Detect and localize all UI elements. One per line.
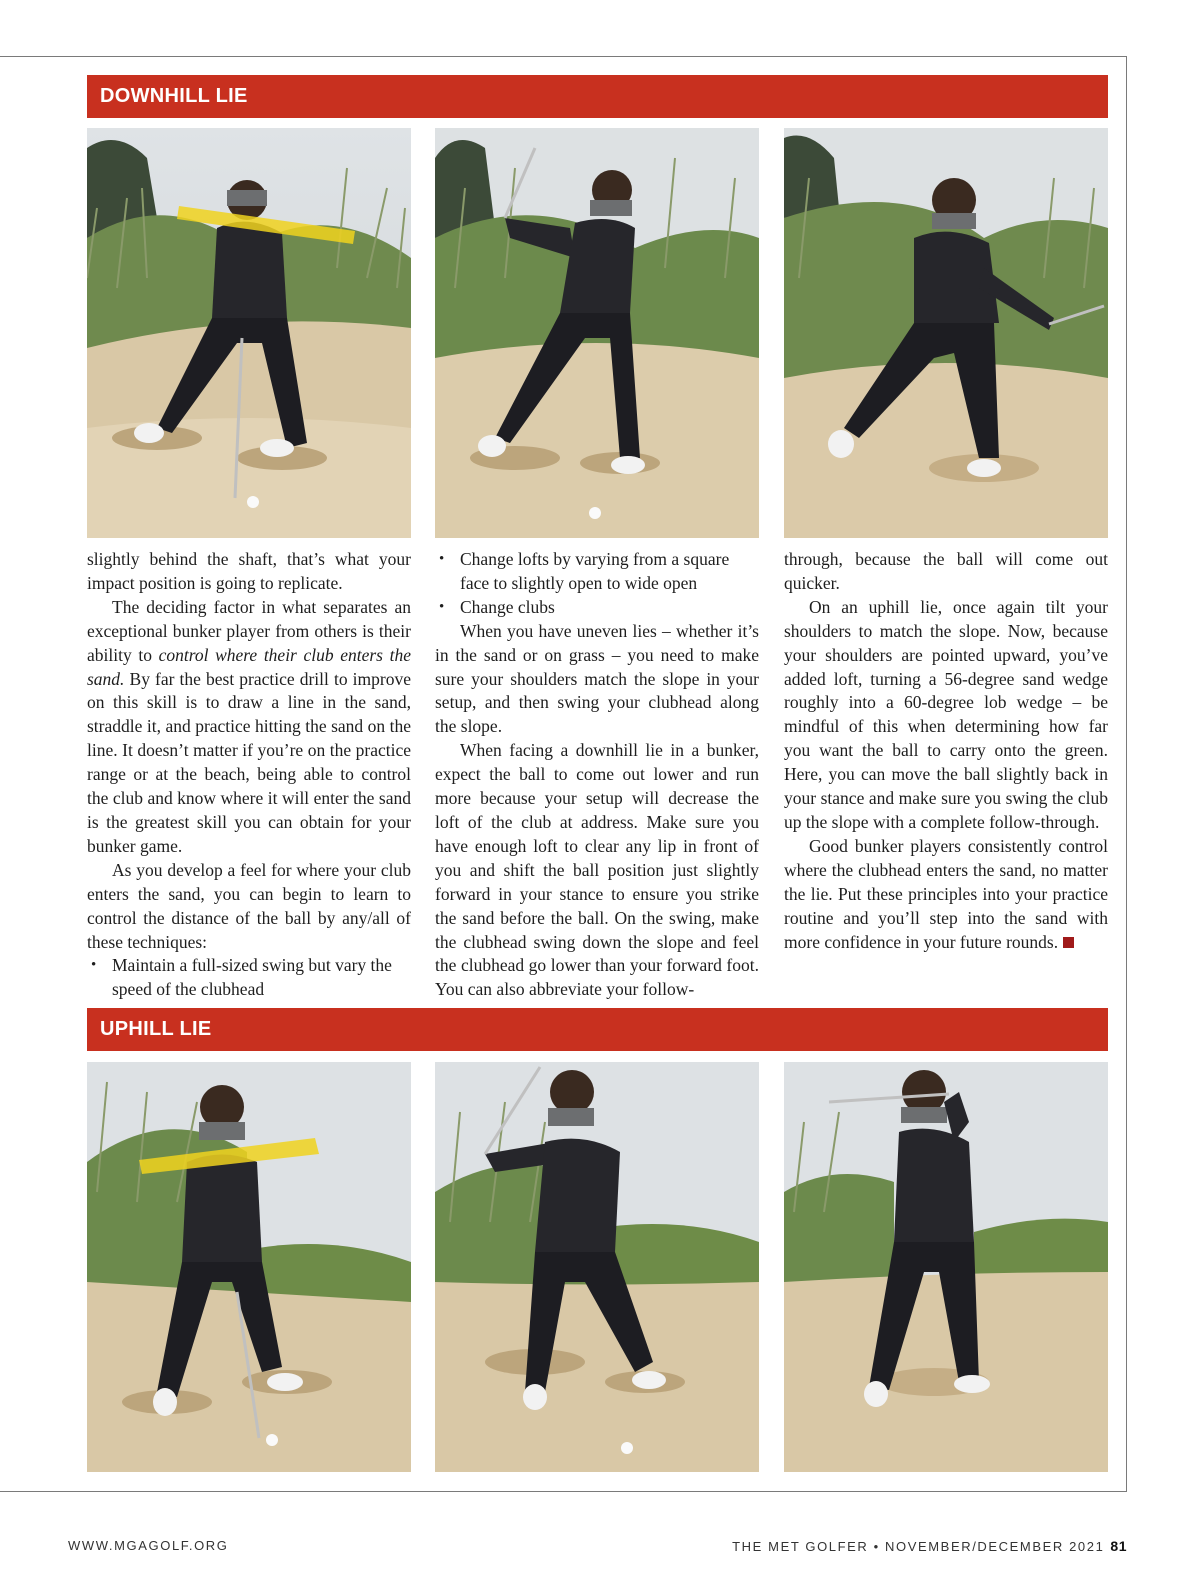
uphill-photo-address <box>87 1062 411 1472</box>
text-span: The deciding factor in what separates an exceptional bunker player from others is their ability to <box>87 596 411 665</box>
downhill-lie-header: DOWNHILL LIE <box>87 75 1108 118</box>
paragraph: When facing a downhill lie in a bunker, expect the ball to come out lower and run more because your setup will decrease the loft of the club at address. Make sure you have enough loft to clear any lip in front of you and shift the ball position just slightly forward in your stance to ensure you strike the sand before the ball. On the swing, make the clubhead swing down the slope and feel the clubhead go lower than your forward foot. You can also abbreviate your follow- <box>435 740 759 1000</box>
paragraph: When you have uneven lies – whether it’s in the sand or on grass – you need to make sure your shoulders match the slope in your setup, and then swing your clubhead along the slope. <box>435 620 759 737</box>
end-of-article-mark-icon <box>1063 937 1074 948</box>
emphasis-text: control where their club enters the sand. <box>87 644 411 689</box>
article-column-2 <box>435 548 759 1002</box>
paragraph <box>87 596 411 859</box>
list-item: • Maintain a full-sized swing but vary the speed of the clubhead <box>87 954 411 1002</box>
paragraph: On an uphill lie, once again tilt your shoulders to match the slope. Now, because your shoulders are pointed upward, you’ve added loft, turning a 56-degree sand wedge roughly into a 60-degree lob wedge – be mindful of this when determining how far you want the ball to carry onto the green. Here, you can move the ball slightly back in your stance and make sure you swing the club up the slope with a complete follow-through. <box>784 596 1108 832</box>
uphill-photo-backswing <box>435 1062 759 1472</box>
technique-list-continued <box>435 548 759 620</box>
downhill-photo-address <box>87 128 411 538</box>
list-item: • Change clubs <box>435 596 759 620</box>
footer-publication <box>732 1538 1127 1554</box>
list-item: • Change lofts by varying from a square face to slightly open to wide open <box>435 548 759 596</box>
technique-list <box>87 954 411 1002</box>
text-span: Good bunker players consistently control where the clubhead enters the sand, no matter the lie. Put these principles into your practice routine and you’ll step into the sand with more confidence in your future rounds. <box>784 835 1108 952</box>
downhill-photo-follow-through <box>784 128 1108 538</box>
page-number: 81 <box>1110 1538 1127 1554</box>
paragraph: As you develop a feel for where your club enters the sand, you can begin to learn to control the distance of the ball by any/all of these techniques: <box>87 859 411 952</box>
paragraph: through, because the ball will come out quicker. <box>784 549 1108 593</box>
paragraph <box>784 835 1108 955</box>
uphill-lie-header: UPHILL LIE <box>87 1008 1108 1051</box>
text-span: By far the best practice drill to improve on this skill is to draw a line in the sand, straddle it, and practice hitting the sand on the line. It doesn’t matter if you’re on the practice range or at the beach, being able to control the club and know where it will enter the sand is the greatest skill you can obtain for your bunker game. <box>87 668 411 856</box>
footer-website: WWW.MGAGOLF.ORG <box>68 1538 229 1553</box>
publication-info: THE MET GOLFER • NOVEMBER/DECEMBER 2021 <box>732 1539 1105 1554</box>
downhill-photo-backswing <box>435 128 759 538</box>
paragraph: slightly behind the shaft, that’s what your impact position is going to replicate. <box>87 549 411 593</box>
article-column-1 <box>87 548 411 1002</box>
uphill-photo-follow-through <box>784 1062 1108 1472</box>
article-column-3 <box>784 548 1108 954</box>
